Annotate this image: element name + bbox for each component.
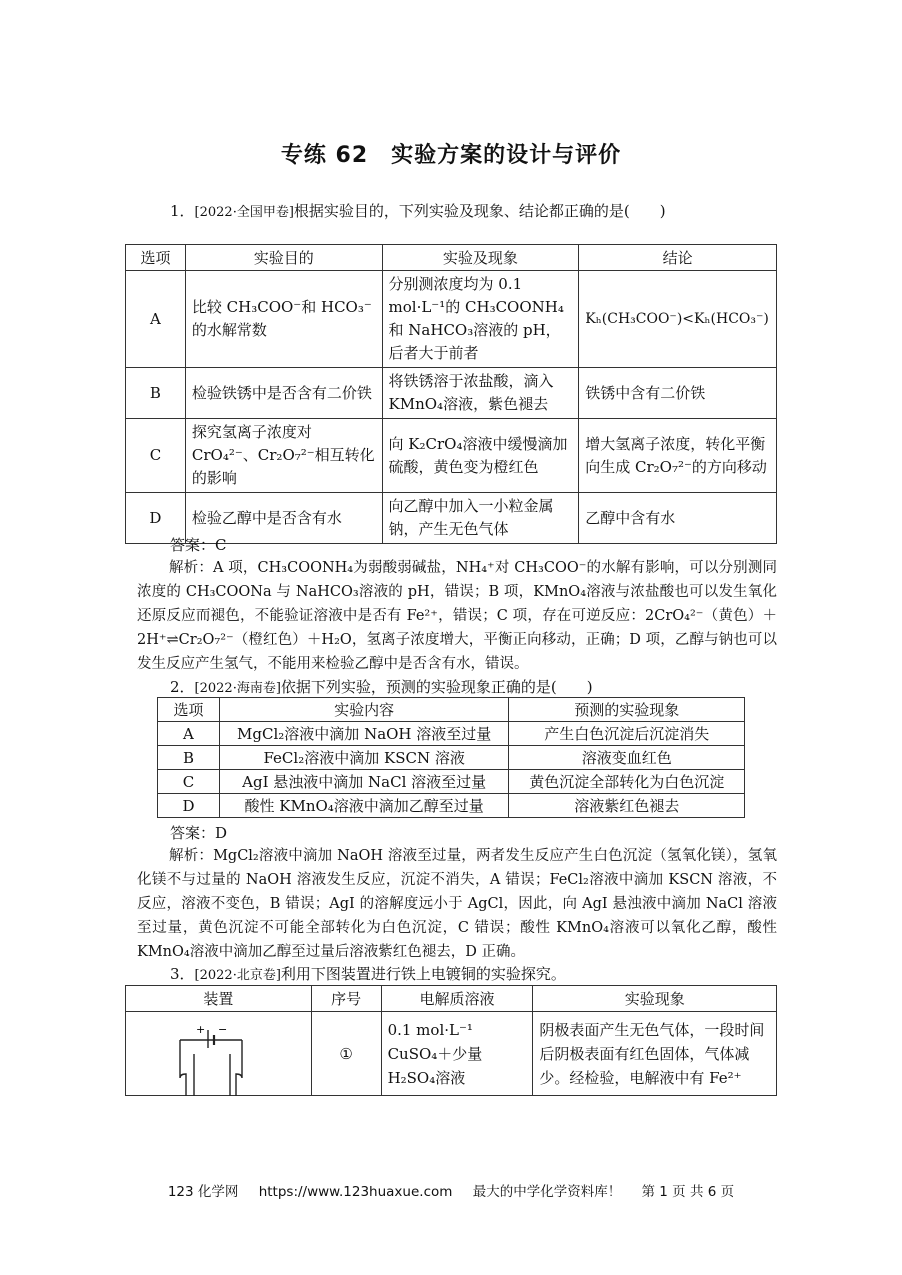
option-cell: C [158, 770, 220, 794]
footer-site: 123 化学网 [167, 1184, 239, 1200]
phenomenon-cell: 向 K₂CrO₄溶液中缓慢滴加硫酸，黄色变为橙红色 [382, 419, 579, 493]
table-row [158, 746, 745, 770]
header-option: 选项 [126, 245, 186, 271]
question-3-stem [170, 963, 566, 984]
header-prediction: 预测的实验现象 [509, 698, 745, 722]
question-1-analysis: 解析：A 项，CH₃COONH₄为弱酸弱碱盐，NH₄⁺对 CH₃COO⁻的水解有影响，可以分别测同浓度的 CH₃COONa 与 NaHCO₃溶液的 pH，错误；B 项，KMnO₄溶液与浓盐酸也可以发生氧化还原反应而褪色，不能验证溶液中是否有 Fe²⁺，错误；C 项，存在可逆反应：2CrO₄²⁻（黄色）＋2H⁺⇌Cr₂O₇²⁻（橙红色）＋H₂O，氢离子浓度增大，平衡正向移动，正确；D 项，乙醇与钠也可以发生反应产生氢气，不能用来检验乙醇中是否含有水，错误。 [137, 560, 777, 672]
table-header-row [126, 986, 777, 1012]
question-text: 根据实验目的，下列实验及现象、结论都正确的是( ) [293, 202, 666, 220]
option-cell: C [126, 419, 186, 493]
question-number: 2． [170, 678, 195, 696]
question-source: [2022·北京卷] [194, 968, 281, 983]
header-phenomenon: 实验及现象 [382, 245, 579, 271]
header-option: 选项 [158, 698, 220, 722]
header-electrolyte: 电解质溶液 [381, 986, 533, 1012]
option-cell: A [158, 722, 220, 746]
purpose-cell: 探究氢离子浓度对 CrO₄²⁻、Cr₂O₇²⁻相互转化的影响 [185, 419, 382, 493]
content-cell: MgCl₂溶液中滴加 NaOH 溶液至过量 [219, 722, 509, 746]
phenomenon-cell: 向乙醇中加入一小粒金属钠，产生无色气体 [382, 493, 579, 544]
electrolyte-cell: 0.1 mol·L⁻¹ CuSO₄＋少量 H₂SO₄溶液 [381, 1012, 533, 1096]
purpose-cell: 比较 CH₃COO⁻和 HCO₃⁻的水解常数 [185, 271, 382, 368]
question-source: [2022·海南卷] [194, 681, 281, 696]
question-number: 1． [170, 202, 195, 220]
footer-page-number: 第 1 页 共 6 页 [641, 1184, 735, 1200]
phenomenon-cell: 分别测浓度均为 0.1 mol·L⁻¹的 CH₃COONH₄和 NaHCO₃溶液的 pH，后者大于前者 [382, 271, 579, 368]
header-apparatus: 装置 [126, 986, 312, 1012]
prediction-cell: 黄色沉淀全部转化为白色沉淀 [509, 770, 745, 794]
sequence-cell: ① [311, 1012, 381, 1096]
table-row [126, 271, 777, 368]
purpose-cell: 检验乙醇中是否含有水 [185, 493, 382, 544]
question-1-answer: 答案：C [170, 536, 227, 554]
question-2-stem [170, 676, 593, 697]
table-row [158, 770, 745, 794]
question-2-analysis: 解析：MgCl₂溶液中滴加 NaOH 溶液至过量，两者发生反应产生白色沉淀（氢氧化镁），氢氧化镁不与过量的 NaOH 溶液发生反应，沉淀不消失，A 错误；FeCl₂溶液中滴加 KSCN 溶液，不反应，溶液不变色，B 错误；AgI 的溶解度远小于 AgCl，因此，向 AgI 悬浊液中滴加 NaCl 溶液至过量，黄色沉淀不可能全部转化为白色沉淀，C 错误；酸性 KMnO₄溶液可以氧化乙醇，酸性 KMnO₄溶液中滴加乙醇至过量后溶液紫红色褪去，D 正确。 [137, 848, 777, 960]
question-text: 利用下图装置进行铁上电镀铜的实验探究。 [280, 965, 566, 983]
negative-terminal-label: − [218, 1023, 228, 1036]
page-footer [0, 1180, 902, 1200]
header-sequence: 序号 [311, 986, 381, 1012]
question-source: [2022·全国甲卷] [194, 205, 294, 220]
conclusion-cell: 乙醇中含有水 [579, 493, 777, 544]
phenomenon-cell: 将铁锈溶于浓盐酸，滴入 KMnO₄溶液，紫色褪去 [382, 368, 579, 419]
option-cell: D [126, 493, 186, 544]
header-phenomenon: 实验现象 [533, 986, 777, 1012]
table-row [126, 368, 777, 419]
option-cell: A [126, 271, 186, 368]
question-text: 依据下列实验，预测的实验现象正确的是( ) [280, 678, 593, 696]
purpose-cell: 检验铁锈中是否含有二价铁 [185, 368, 382, 419]
electroplating-apparatus-diagram [150, 1018, 260, 1096]
header-content: 实验内容 [219, 698, 509, 722]
footer-slogan: 最大的中学化学资料库！ [472, 1184, 622, 1200]
table-row [158, 722, 745, 746]
footer-url[interactable]: https://www.123huaxue.com [258, 1184, 453, 1200]
question-2-answer: 答案：D [170, 824, 228, 842]
content-cell: 酸性 KMnO₄溶液中滴加乙醇至过量 [219, 794, 509, 818]
phenomenon-cell: 阴极表面产生无色气体，一段时间后阴极表面有红色固体，气体减少。经检验，电解液中有 Fe²⁺ [533, 1012, 777, 1096]
content-cell: AgI 悬浊液中滴加 NaCl 溶液至过量 [219, 770, 509, 794]
table-header-row [126, 245, 777, 271]
option-cell: B [126, 368, 186, 419]
header-conclusion: 结论 [579, 245, 777, 271]
question-2-table [157, 697, 745, 818]
prediction-cell: 溶液变血红色 [509, 746, 745, 770]
positive-terminal-label: + [196, 1023, 206, 1036]
header-purpose: 实验目的 [185, 245, 382, 271]
option-cell: B [158, 746, 220, 770]
question-number: 3． [170, 965, 195, 983]
question-1-stem [170, 200, 666, 221]
content-cell: FeCl₂溶液中滴加 KSCN 溶液 [219, 746, 509, 770]
page-title: 专练 62 实验方案的设计与评价 [280, 143, 622, 168]
table-header-row [158, 698, 745, 722]
question-1-table [125, 244, 777, 544]
conclusion-cell: 增大氢离子浓度，转化平衡向生成 Cr₂O₇²⁻的方向移动 [579, 419, 777, 493]
option-cell: D [158, 794, 220, 818]
prediction-cell: 溶液紫红色褪去 [509, 794, 745, 818]
table-row [158, 794, 745, 818]
conclusion-cell: 铁锈中含有二价铁 [579, 368, 777, 419]
conclusion-cell: Kₕ(CH₃COO⁻)<Kₕ(HCO₃⁻) [579, 271, 777, 368]
prediction-cell: 产生白色沉淀后沉淀消失 [509, 722, 745, 746]
table-row [126, 419, 777, 493]
